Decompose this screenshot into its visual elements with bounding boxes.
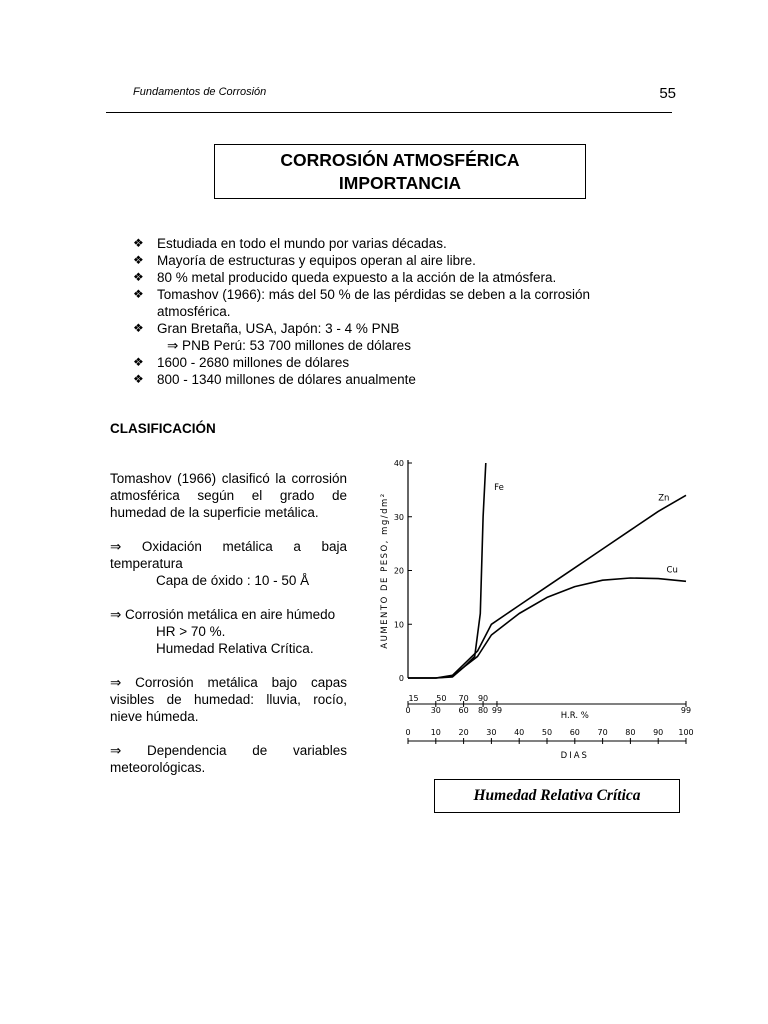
y-tick-label: 40 (393, 459, 404, 468)
paragraph: ⇒ Corrosión metálica en aire húmedo HR > 70 %. Humedad Relativa Crítica. (110, 607, 336, 656)
paragraph: ⇒ Corrosión metálica bajo capas visibles de humedad: lluvia, rocío, nieve húmeda. (110, 675, 347, 724)
diamond-bullet-icon: ❖ (133, 355, 144, 369)
hr-tick-label: 0 (405, 706, 411, 715)
corrosion-chart (365, 452, 705, 767)
bullet-item: ❖ 80 % metal producido queda expuesto a la acción de la atmósfera. (133, 270, 557, 285)
bullet-item: ❖ Tomashov (1966): más del 50 % de las pérdidas se deben a la corrosión atmosférica. (133, 287, 590, 319)
y-tick-label: 10 (393, 620, 404, 630)
header-rule (106, 112, 672, 113)
x-tick-label: 100 (678, 728, 694, 737)
hr-axis-label: H.R. % (560, 711, 589, 721)
series-label-cu: Cu (666, 565, 678, 576)
x-tick-label: 40 (514, 728, 525, 737)
paragraph: Tomashov (1966) clasificó la corrosión atmosférica según el grado de humedad de la superficie metálica. (110, 471, 347, 520)
title-line-2: IMPORTANCIA (338, 173, 462, 193)
bullet-item: ❖ 800 - 1340 millones de dólares anualmente (133, 372, 416, 387)
series-line-zn (408, 495, 686, 678)
x-tick-label: 80 (625, 728, 636, 737)
x-tick-label: 0 (405, 728, 411, 737)
series-line-fe (408, 463, 486, 678)
x-tick-label: 20 (458, 728, 469, 737)
page-number: 55 (659, 85, 676, 102)
hr-upper-tick-label: 70 (458, 694, 469, 703)
series-label-zn: Zn (658, 493, 670, 504)
y-tick-label: 20 (393, 566, 404, 576)
header-title: Fundamentos de Corrosión (133, 86, 267, 98)
hr-tick-label: 30 (430, 706, 441, 715)
series-label-fe: Fe (494, 482, 504, 493)
y-tick-label: 0 (398, 674, 404, 683)
hr-upper-tick-label: 90 (477, 694, 489, 703)
chart-svg (365, 452, 705, 767)
diamond-bullet-icon: ❖ (133, 270, 144, 284)
diamond-bullet-icon: ❖ (133, 236, 144, 250)
paragraph: ⇒ Dependencia de variables meteorológicas. (110, 743, 347, 775)
diamond-bullet-icon: ❖ (133, 321, 144, 335)
diamond-bullet-icon: ❖ (133, 253, 144, 267)
bullet-item: ❖ Mayoría de estructuras y equipos operan al aire libre. (133, 253, 476, 268)
chart-caption: Humedad Relativa Crítica (434, 779, 680, 813)
title-box (214, 144, 586, 199)
x-tick-label: 60 (569, 728, 580, 737)
x-tick-label: 70 (597, 728, 608, 737)
x-tick-label: 10 (430, 728, 441, 737)
bullet-item: ❖ Estudiada en todo el mundo por varias décadas. (133, 236, 447, 251)
series-line-cu (408, 578, 686, 678)
hr-tick-label: 80 (477, 706, 489, 715)
x-tick-label: 90 (653, 728, 664, 737)
diamond-bullet-icon: ❖ (133, 287, 144, 301)
paragraph: ⇒ Oxidación metálica a baja temperatura Capa de óxido : 10 - 50 Å (110, 539, 347, 588)
y-axis-label: AUMENTO DE PESO, mg/dm² (380, 492, 390, 649)
hr-tick-label: 99 (491, 706, 503, 715)
hr-tick-label: 99 (680, 706, 692, 715)
bullet-item: ❖ Gran Bretaña, USA, Japón: 3 - 4 % PNB (133, 321, 400, 336)
classification-text (110, 470, 347, 793)
x-axis-label: DIAS (560, 751, 589, 761)
hr-upper-tick-label: 50 (436, 694, 447, 703)
hr-tick-label: 60 (458, 706, 469, 715)
title-line-1: CORROSIÓN ATMOSFÉRICA (280, 150, 520, 170)
importance-bullet-list (133, 235, 693, 388)
bullet-item: ❖ 1600 - 2680 millones de dólares (133, 355, 350, 370)
diamond-bullet-icon: ❖ (133, 372, 144, 386)
x-tick-label: 30 (486, 728, 497, 737)
x-tick-label: 50 (541, 728, 553, 737)
y-tick-label: 30 (393, 512, 404, 522)
section-heading: CLASIFICACIÓN (110, 421, 216, 436)
hr-upper-tick-label: 15 (408, 694, 419, 703)
sub-bullet-item: ⇒ PNB Perú: 53 700 millones de dólares (167, 338, 411, 353)
